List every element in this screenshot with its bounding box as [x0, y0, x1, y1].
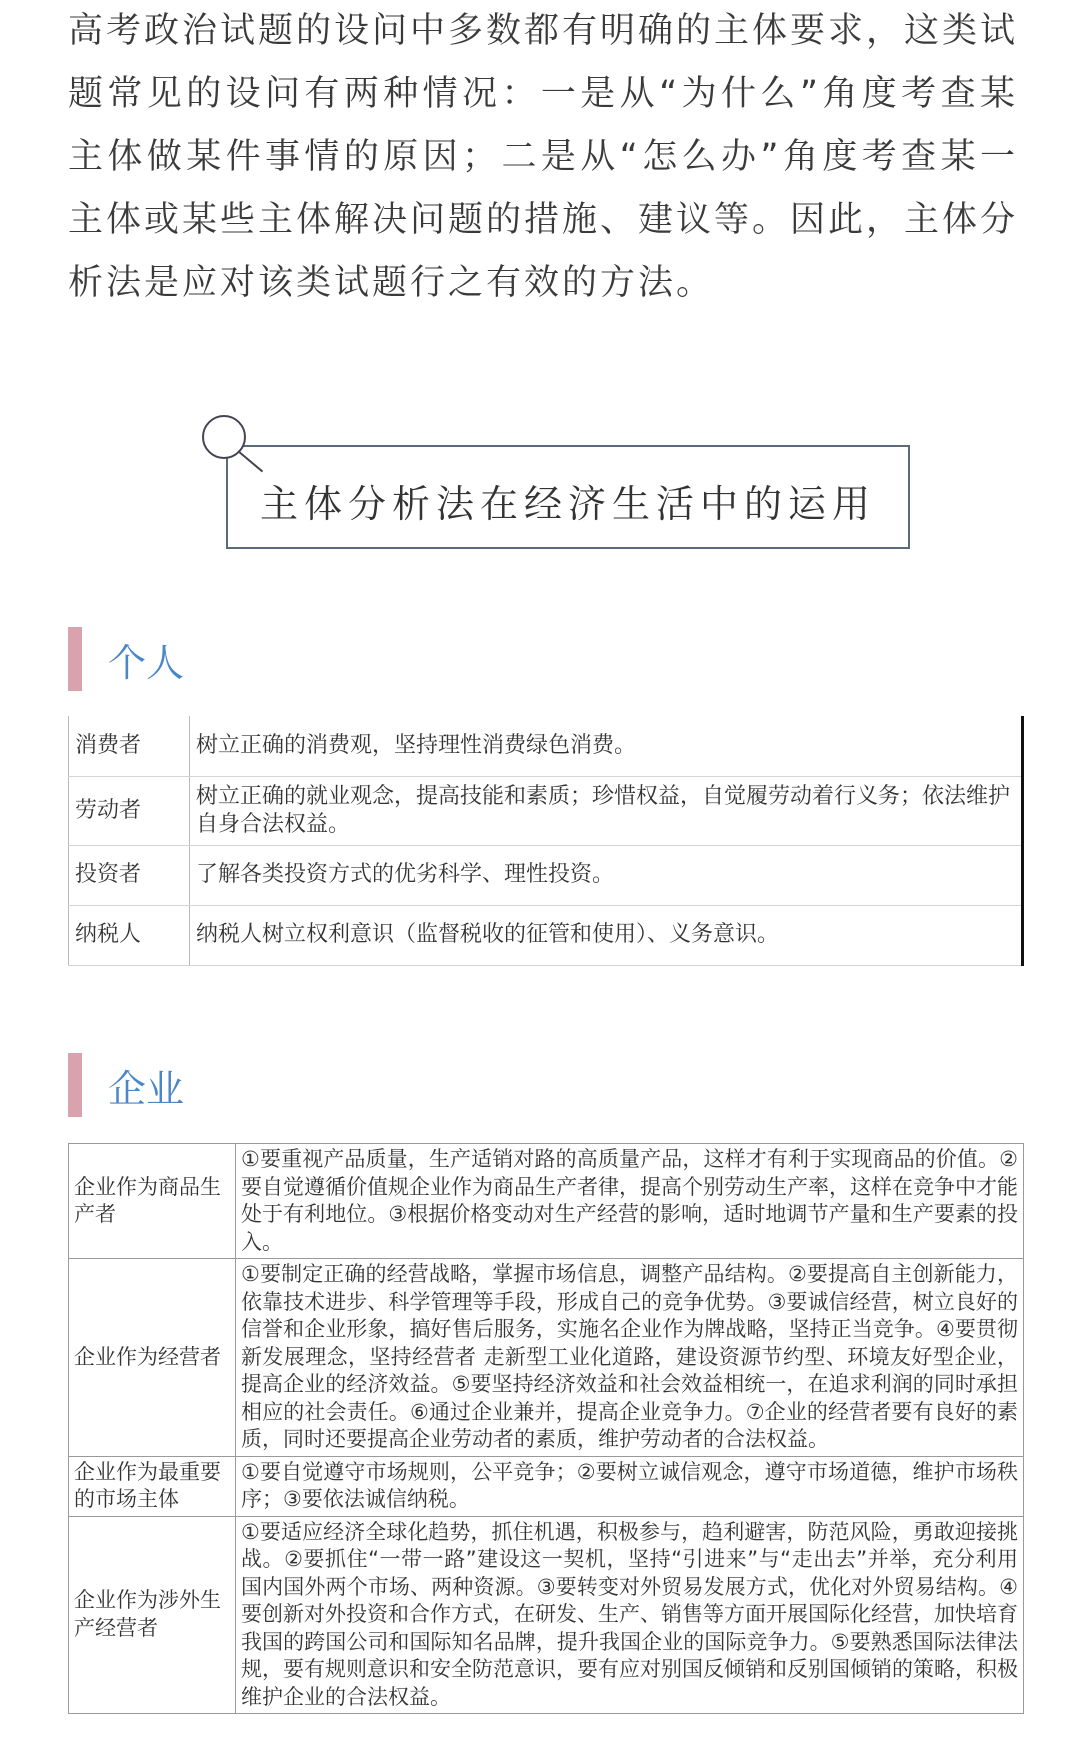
subject-cell: 企业作为商品生产者	[69, 1144, 236, 1259]
heading-accent-bar	[68, 627, 82, 691]
table-row	[69, 1259, 1024, 1457]
subject-cell: 企业作为最重要的市场主体	[69, 1456, 236, 1516]
section-heading-individual	[68, 627, 184, 691]
content-cell: 了解各类投资方式的优劣科学、理性投资。	[190, 845, 1023, 905]
heading-text: 企业	[108, 1066, 185, 1111]
content-cell: ①要自觉遵守市场规则，公平竞争；②要树立诚信观念，遵守市场道德，维护市场秩序；③要依法诚信纳税。	[236, 1456, 1024, 1516]
table-row	[69, 845, 1023, 905]
subject-cell: 投资者	[69, 845, 190, 905]
content-cell: ①要制定正确的经营战略，掌握市场信息，调整产品结构。②要提高自主创新能力，依靠技术进步、科学管理等手段，形成自己的竞争优势。③要诚信经营，树立良好的信誉和企业形象，搞好售后服务，实施名企业作为牌战略，坚持正当竞争。④要贯彻新发展理念，坚持经营者 走新型工业化道路，建设资源节约型、环境友好型企业，提高企业的经济效益。⑤要坚持经济效益和社会效益相统一，在追求利润的同时承担相应的社会责任。⑥通过企业兼并，提高企业竞争力。⑦企业的经营者要有良好的素质，同时还要提高企业劳动者的素质，维护劳动者的合法权益。	[236, 1259, 1024, 1457]
table-row	[69, 1456, 1024, 1516]
heading-text: 个人	[108, 640, 185, 685]
content-cell: 纳税人树立权利意识（监督税收的征管和使用）、义务意识。	[190, 905, 1023, 965]
content-cell: 树立正确的就业观念，提高技能和素质；珍惜权益，自觉履劳动着行义务；依法维护自身合法权益。	[190, 776, 1023, 845]
enterprise-table	[68, 1143, 1024, 1714]
table-row	[69, 716, 1023, 776]
table-row	[69, 1516, 1024, 1714]
content-cell: 树立正确的消费观，坚持理性消费绿色消费。	[190, 716, 1023, 776]
subject-cell: 企业作为涉外生产经营者	[69, 1516, 236, 1714]
table-row	[69, 905, 1023, 965]
table-row	[69, 1144, 1024, 1259]
individual-table	[68, 716, 1024, 966]
subject-cell: 纳税人	[69, 905, 190, 965]
subject-cell: 劳动者	[69, 776, 190, 845]
content-cell: ①要重视产品质量，生产适销对路的高质量产品，这样才有利于实现商品的价值。②要自觉遵循价值规企业作为商品生产者律，提高个别劳动生产率，这样在竞争中才能处于有利地位。③根据价格变动对生产经营的影响，适时地调节产量和生产要素的投入。	[236, 1144, 1024, 1259]
subject-cell: 消费者	[69, 716, 190, 776]
banner-title: 主体分析法在经济生活中的运用	[259, 482, 876, 526]
section-heading-enterprise	[68, 1053, 184, 1117]
section-banner	[190, 405, 930, 555]
intro-paragraph: 高考政治试题的设问中多数都有明确的主体要求，这类试题常见的设问有两种情况：一是从“为什么”角度考查某主体做某件事情的原因；二是从“怎么办”角度考查某一主体或某些主体解决问题的措施、建议等。因此，主体分析法是应对该类试题行之有效的方法。	[68, 11, 1019, 303]
subject-cell: 企业作为经营者	[69, 1259, 236, 1457]
content-cell: ①要适应经济全球化趋势，抓住机遇，积极参与，趋利避害，防范风险，勇敢迎接挑战。②要抓住“一带一路”建设这一契机，坚持“引进来”与“走出去”并举，充分利用国内国外两个市场、两种资源。③要转变对外贸易发展方式，优化对外贸易结构。④要创新对外投资和合作方式，在研发、生产、销售等方面开展国际化经营，加快培育我国的跨国公司和国际知名品牌，提升我国企业的国际竞争力。⑤要熟悉国际法律法规，要有规则意识和安全防范意识，要有应对别国反倾销和反别国倾销的策略，积极维护企业的合法权益。	[236, 1516, 1024, 1714]
table-row	[69, 776, 1023, 845]
heading-accent-bar	[68, 1053, 82, 1117]
